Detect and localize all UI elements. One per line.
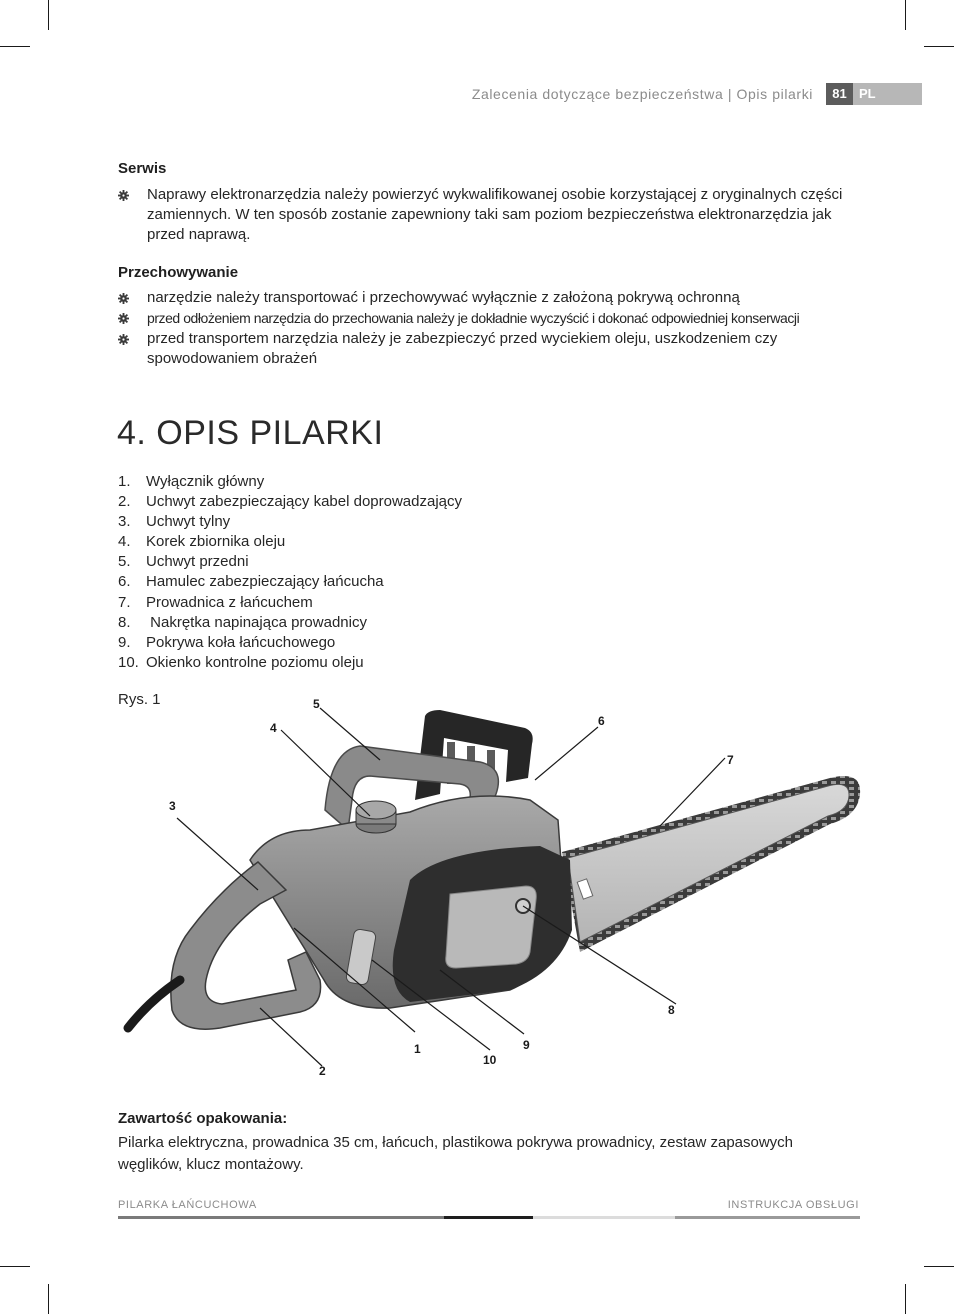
part-item: [118, 633, 462, 653]
part-label: Korek zbiornika oleju: [146, 533, 286, 551]
footer-rule: [533, 1216, 675, 1219]
oil-cap: [356, 801, 396, 833]
crop-mark: [905, 1284, 906, 1314]
part-item: [118, 572, 462, 592]
footer-rule: [118, 1216, 444, 1219]
storage-list: [118, 288, 878, 369]
page-number: 81: [826, 83, 853, 105]
storage-item-text: przed transportem narzędzia należy je zabezpieczyć przed wyciekiem oleju, uszkodzeniem czy spowodowaniem obrażeń: [147, 330, 778, 367]
list-item: [118, 185, 848, 245]
part-label: Uchwyt zabezpieczający kabel doprowadzający: [146, 493, 462, 511]
callout-3: 3: [169, 799, 176, 813]
crop-mark: [905, 0, 906, 30]
footer-rule: [444, 1216, 533, 1219]
storage-item-text: przed odłożeniem narzędzia do przechowania należy je dokładnie wyczyścić i dokonać odpowiedniej konserwacji: [147, 310, 800, 326]
crop-mark: [48, 1284, 49, 1314]
storage-item-text: narzędzie należy transportować i przechowywać wyłącznie z założoną pokrywą ochronną: [147, 289, 740, 306]
callout-7: 7: [727, 753, 734, 767]
gear-bullet-icon: [118, 293, 129, 304]
part-label: Uchwyt tylny: [146, 513, 231, 531]
callout-6: 6: [598, 714, 605, 728]
package-contents-text: Pilarka elektryczna, prowadnica 35 cm, łańcuch, plastikowa pokrywa prowadnicy, zestaw zapasowych węglików, klucz montażowy.: [118, 1134, 794, 1173]
package-contents-heading: Zawartość opakowania:: [118, 1110, 288, 1127]
running-header: Zalecenia dotyczące bezpieczeństwa | Opis pilarki: [471, 86, 813, 102]
part-item: [118, 552, 462, 572]
part-item: [118, 512, 462, 532]
callout-9: 9: [523, 1038, 530, 1052]
callout-4: 4: [270, 721, 277, 735]
part-item: [118, 532, 462, 552]
part-label: Wyłącznik główny: [146, 473, 265, 490]
section-title: 4. OPIS PILARKI: [117, 414, 384, 452]
part-item: [118, 653, 462, 673]
part-number: 1.: [118, 473, 131, 490]
serwis-item-text: Naprawy elektronarzędzia należy powierzyć wykwalifikowanej osobie korzystającej z oryginalnych części zamiennych. W ten sposób zostanie zapewniony taki sam poziom bezpieczeństwa elektronarzędzia jak przed naprawą.: [147, 186, 843, 243]
gear-bullet-icon: [118, 334, 129, 345]
callout-10: 10: [483, 1053, 497, 1067]
list-item: [118, 329, 827, 369]
callout-2: 2: [319, 1064, 326, 1078]
part-label: Nakrętka napinająca prowadnicy: [146, 613, 367, 631]
chainsaw-illustration: [110, 690, 870, 1090]
footer-rule: [675, 1216, 860, 1219]
callout-1: 1: [414, 1042, 421, 1056]
part-label: Okienko kontrolne poziomu oleju: [146, 653, 364, 671]
footer-doc-type: INSTRUKCJA OBSŁUGI: [727, 1199, 859, 1211]
part-label: Uchwyt przedni: [146, 553, 249, 571]
crop-mark: [0, 1266, 30, 1267]
serwis-list: [118, 185, 848, 245]
callout-8: 8: [668, 1003, 675, 1017]
language-code: PL: [859, 86, 876, 101]
figure-label: Rys. 1: [118, 691, 161, 708]
part-number: 2.: [118, 493, 131, 511]
storage-heading: Przechowywanie: [118, 264, 239, 281]
list-item: [118, 308, 878, 329]
footer-product-name: PILARKA ŁAŃCUCHOWA: [118, 1199, 257, 1211]
part-item: [118, 492, 462, 512]
part-item: [118, 593, 462, 613]
crop-mark: [48, 0, 49, 30]
part-number: 10.: [118, 653, 139, 671]
gear-bullet-icon: [118, 190, 129, 201]
parts-list: [118, 472, 462, 673]
part-number: 4.: [118, 533, 131, 551]
part-number: 9.: [118, 633, 131, 651]
gear-bullet-icon: [118, 313, 129, 324]
part-label: Pokrywa koła łańcuchowego: [146, 633, 336, 651]
list-item: [118, 288, 878, 308]
serwis-heading: Serwis: [118, 160, 167, 177]
part-number: 6.: [118, 573, 131, 591]
part-label: Prowadnica z łańcuchem: [146, 593, 313, 611]
crop-mark: [924, 46, 954, 47]
part-number: 7.: [118, 593, 131, 611]
guide-bar: [562, 776, 860, 952]
part-item: [118, 472, 462, 492]
crop-mark: [0, 46, 30, 47]
part-number: 3.: [118, 513, 131, 531]
part-number: 8.: [118, 613, 131, 631]
part-label: Hamulec zabezpieczający łańcucha: [146, 573, 384, 591]
part-number: 5.: [118, 553, 131, 571]
part-item: [118, 613, 462, 633]
callout-5: 5: [313, 697, 320, 711]
crop-mark: [924, 1266, 954, 1267]
